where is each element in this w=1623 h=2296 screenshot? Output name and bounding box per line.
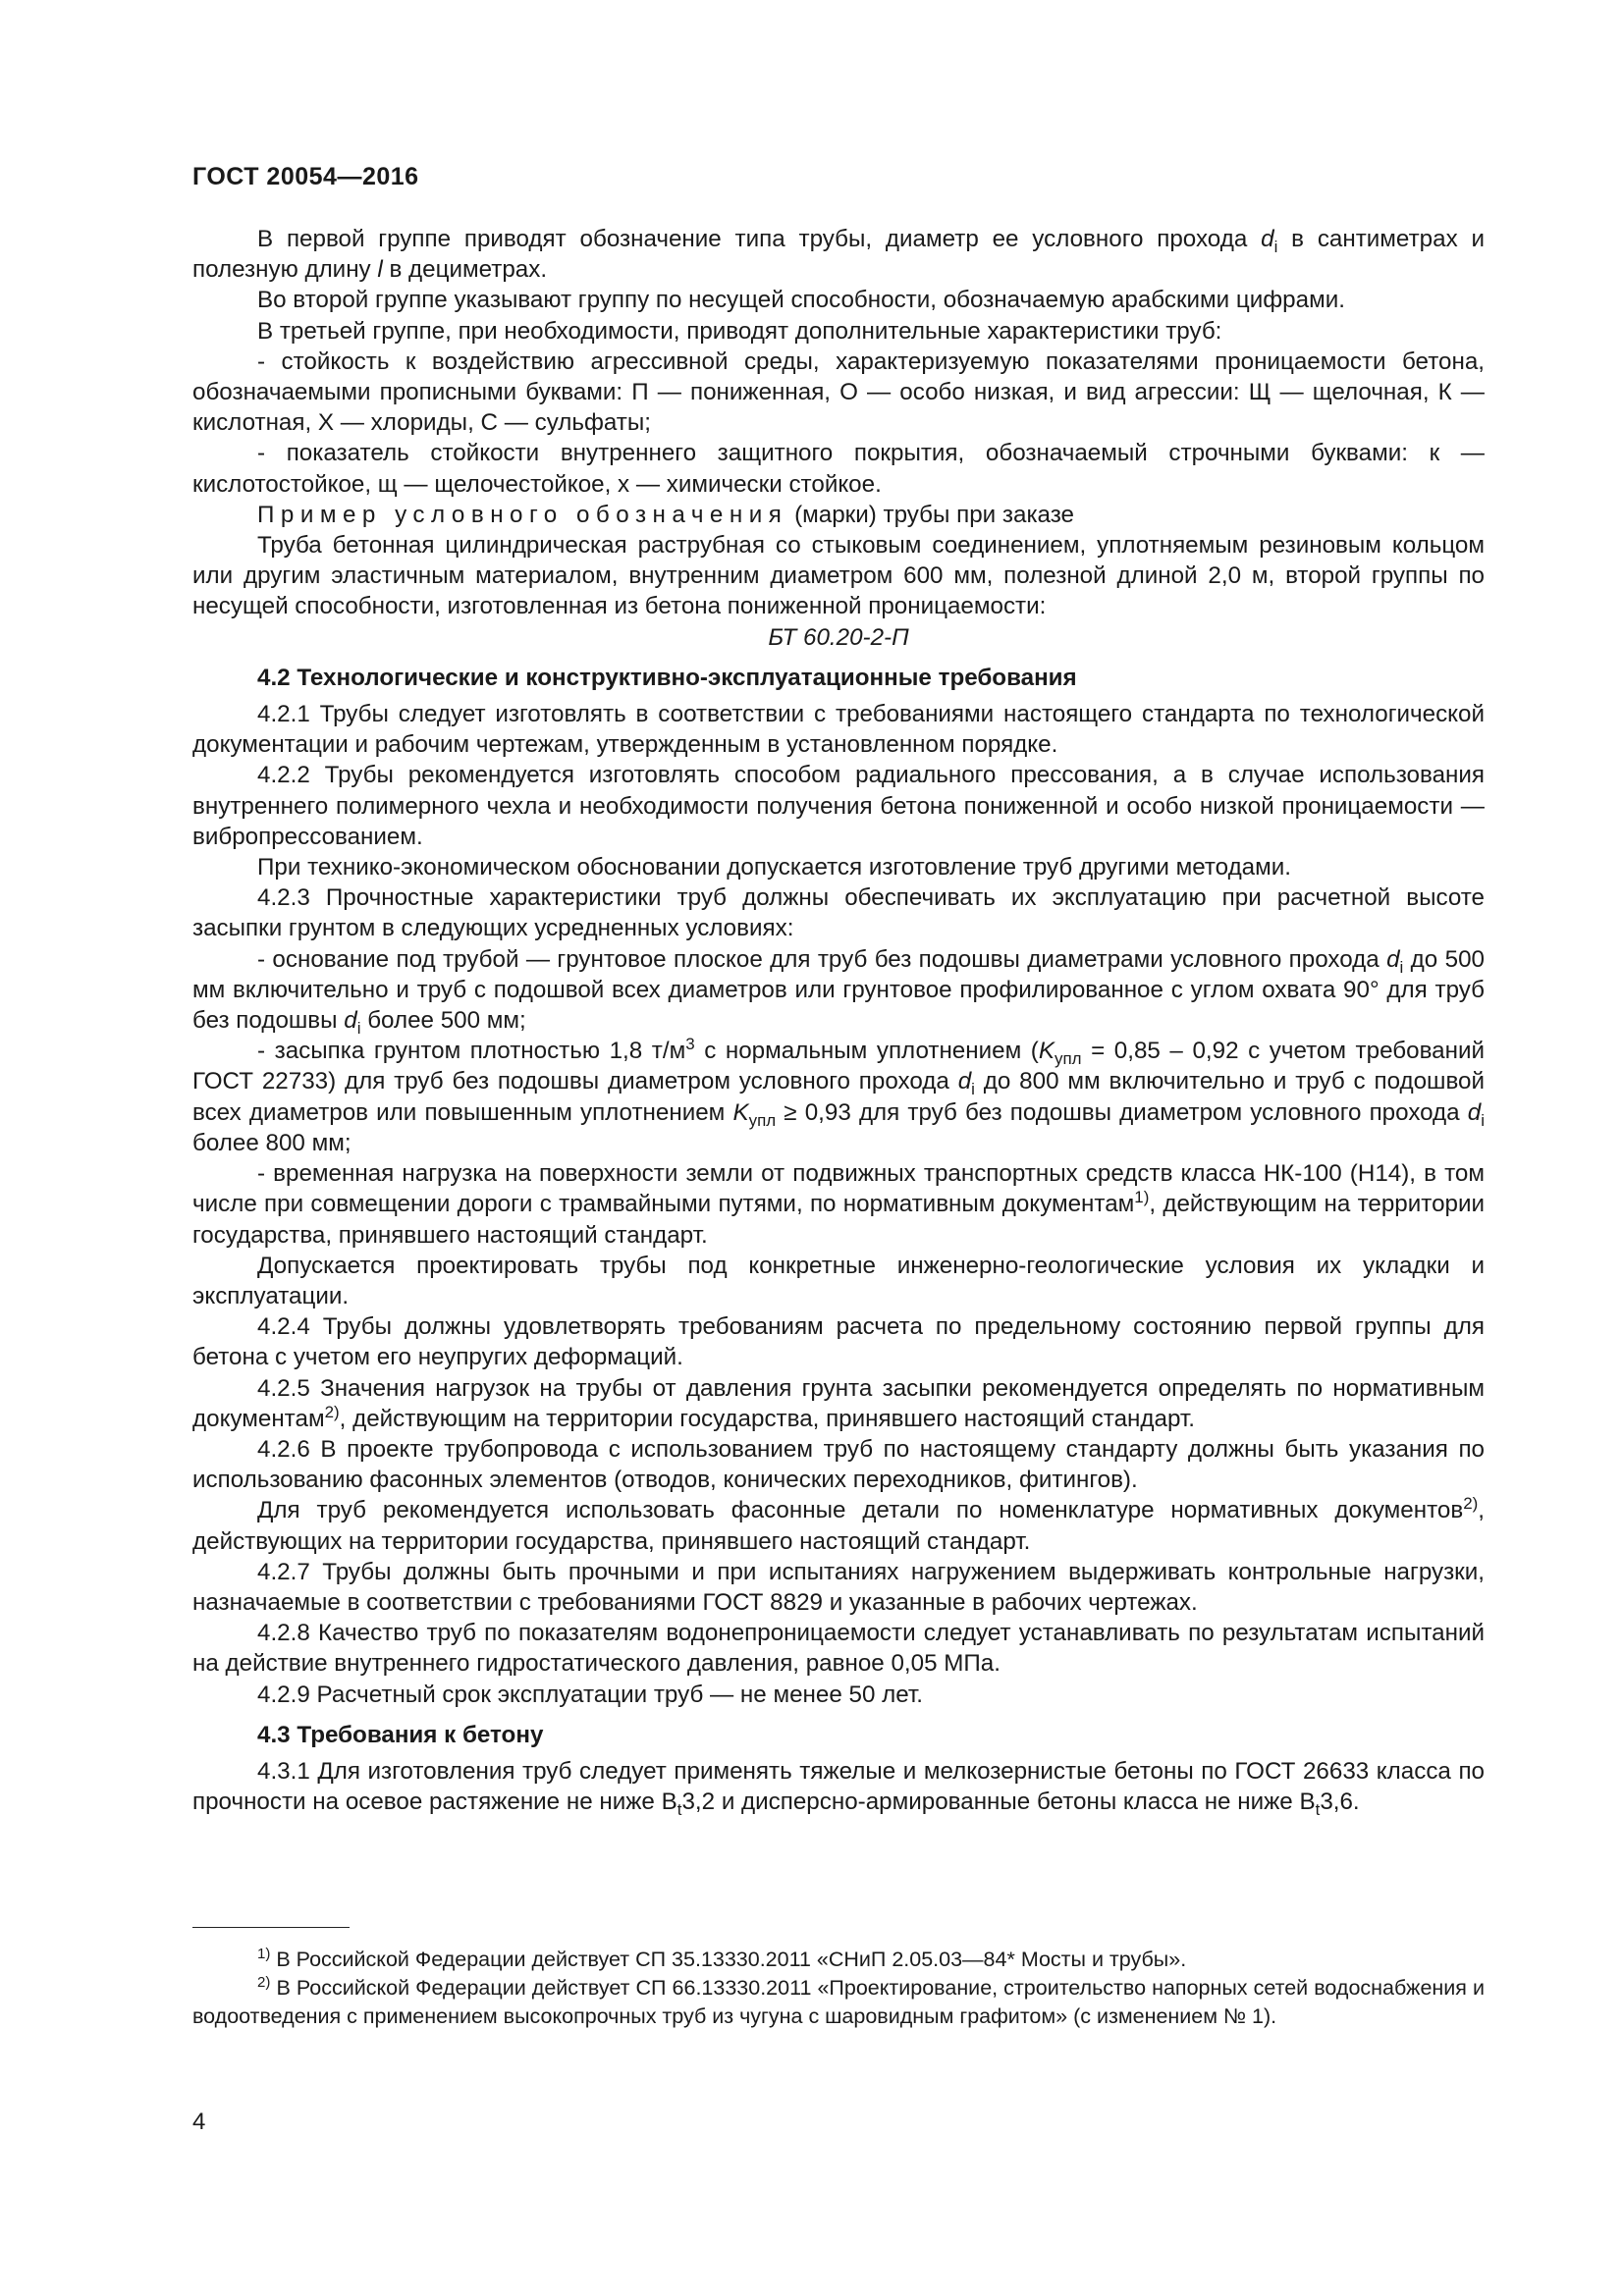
list-item: - показатель стойкости внутреннего защитного покрытия, обозначаемый строчными буквами: к — кислотостойкое, щ — щелочестойкое, х — химически стойкое. (192, 440, 1485, 498)
list-item: - засыпка грунтом плотностью 1,8 $т/м^3$ с нормальным уплотнением ($K_{упл} = 0,85 - 0,92$ с учетом требований ГОСТ 22733) для труб без подошвы диаметром условного прохода $d_i$ до 800 мм включительно и труб с подошвой всех диаметров или повышенным уплотнением $K_{упл} \ge 0,93$ для труб без подошвы диаметром условного прохода $d_i$ более 800 мм; (192, 1035, 1485, 1156)
clause-4-2-2: 4.2.2 Трубы рекомендуется изготовлять способом радиального прессования, а в случае использования внутреннего полимерного чехла и необходимости получения бетона пониженной и особо низкой проницаемости — вибропрессованием. (192, 762, 1485, 850)
list-item: - основание под трубой — грунтовое плоское для труб без подошвы диаметрами условного прохода $d_i$ до 500 мм включительно и труб с подошвой всех диаметров или грунтовое профилированное с углом охвата 90° для труб без подошвы $d_i$ более 500 мм; (192, 945, 1485, 1038)
paragraph: Труба бетонная цилиндрическая раструбная со стыковым соединением, уплотняемым резиновым кольцом или другим эластичным материалом, внутренним диаметром 600 мм, полезной длиной 2,0 м, второй группы по несущей способности, изготовленная из бетона пониженной проницаемости: (192, 532, 1485, 620)
paragraph: Для труб рекомендуется использовать фасонные детали по номенклатуре нормативных документов$^{2)}$, действующих на территории государства, принявшего настоящий стандарт. (192, 1494, 1485, 1555)
example-designation: БТ 60.20-2-П (768, 623, 909, 651)
clause-4-2-7: 4.2.7 Трубы должны быть прочными и при испытаниях нагружением выдерживать контрольные нагрузки, назначаемые в соответствии с требованиями ГОСТ 8829 и указанные в рабочих чертежах. (192, 1558, 1485, 1616)
clause-4-2-3: 4.2.3 Прочностные характеристики труб должны обеспечивать их эксплуатацию при расчетной высоте засыпки грунтом в следующих усредненных условиях: (192, 884, 1485, 942)
clause-4-2-1: 4.2.1 Трубы следует изготовлять в соответствии с требованиями настоящего стандарта по технологической документации и рабочим чертежам, утвержденным в установленном порядке. (192, 701, 1485, 759)
section-heading-4-3: 4.3 Требования к бетону (257, 1721, 544, 1748)
paragraph: В третьей группе, при необходимости, приводят дополнительные характеристики труб: (257, 317, 1222, 345)
clause-4-3-1: 4.3.1 Для изготовления труб следует применять тяжелые и мелкозернистые бетоны по ГОСТ 26633 класса по прочности на осевое растяжение не ниже $B_t3,2$ и дисперсно-армированные бетоны класса не ниже $B_t3,6$. (192, 1757, 1485, 1819)
paragraph: При технико-экономическом обосновании допускается изготовление труб другими методами. (257, 854, 1291, 881)
footnote-divider (192, 1927, 350, 1928)
footnote-2: $^{2)}$ В Российской Федерации действует СП 66.13330.2011 «Проектирование, строительство напорных сетей водоснабжения и водоотведения с применением высокопрочных труб из чугуна с шаровидным графитом» (с изменением № 1). (192, 1973, 1485, 2028)
section-heading-4-2: 4.2 Технологические и конструктивно-эксплуатационные требования (257, 664, 1077, 691)
paragraph: Во второй группе указывают группу по несущей способности, обозначаемую арабскими цифрами. (257, 287, 1345, 314)
document-header: ГОСТ 20054—2016 (192, 163, 419, 190)
paragraph: В первой группе приводят обозначение типа трубы, диаметр ее условного прохода $d_i$ в сантиметрах и полезную длину l в дециметрах. (192, 226, 1485, 284)
list-item: - стойкость к воздействию агрессивной среды, характеризуемую показателями проницаемости бетона, обозначаемыми прописными буквами: П — пониженная, О — особо низкая, и вид агрессии: Щ — щелочная, К — кислотная, Х — хлориды, С — сульфаты; (192, 347, 1485, 437)
footnote-1: $^{1)}$ В Российской Федерации действует СП 35.13330.2011 «СНиП 2.05.03—84* Мосты и трубы». (257, 1945, 1187, 1971)
example-caption: Пример условного обозначения (марки) трубы при заказе (257, 501, 1075, 528)
footnote-ref: 1) (1134, 1188, 1150, 1207)
footnotes (192, 1946, 1485, 2031)
list-item: - временная нагрузка на поверхности земли от подвижных транспортных средств класса НК-100 (Н14), в том числе при совмещении дороги с трамвайными путями, по нормативным документам$^{1)}$, действующим на территории государства, принявшего настоящий стандарт. (192, 1160, 1485, 1249)
clause-4-2-8: 4.2.8 Качество труб по показателям водонепроницаемости следует устанавливать по результатам испытаний на действие внутреннего гидростатического давления, равное 0,05 МПа. (192, 1620, 1485, 1678)
footnote-ref: 2) (324, 1402, 340, 1421)
clause-4-2-4: 4.2.4 Трубы должны удовлетворять требованиям расчета по предельному состоянию первой группы для бетона с учетом его неупругих деформаций. (192, 1313, 1485, 1371)
clause-4-2-9: 4.2.9 Расчетный срок эксплуатации труб — не менее 50 лет. (257, 1681, 924, 1708)
footnote-ref: 2) (1463, 1494, 1479, 1514)
page-number: 4 (192, 2109, 206, 2135)
clause-4-2-6: 4.2.6 В проекте трубопровода с использованием труб по настоящему стандарту должны быть указания по использованию фасонных элементов (отводов, конических переходников, фитингов). (192, 1435, 1485, 1494)
paragraph: Допускается проектировать трубы под конкретные инженерно-геологические условия их укладки и эксплуатации. (192, 1252, 1485, 1309)
clause-4-2-5: 4.2.5 Значения нагрузок на трубы от давления грунта засыпки рекомендуется определять по нормативным документам$^{2)}$, действующим на территории государства, принявшего настоящий стандарт. (192, 1374, 1485, 1432)
main-text (192, 224, 1485, 1817)
